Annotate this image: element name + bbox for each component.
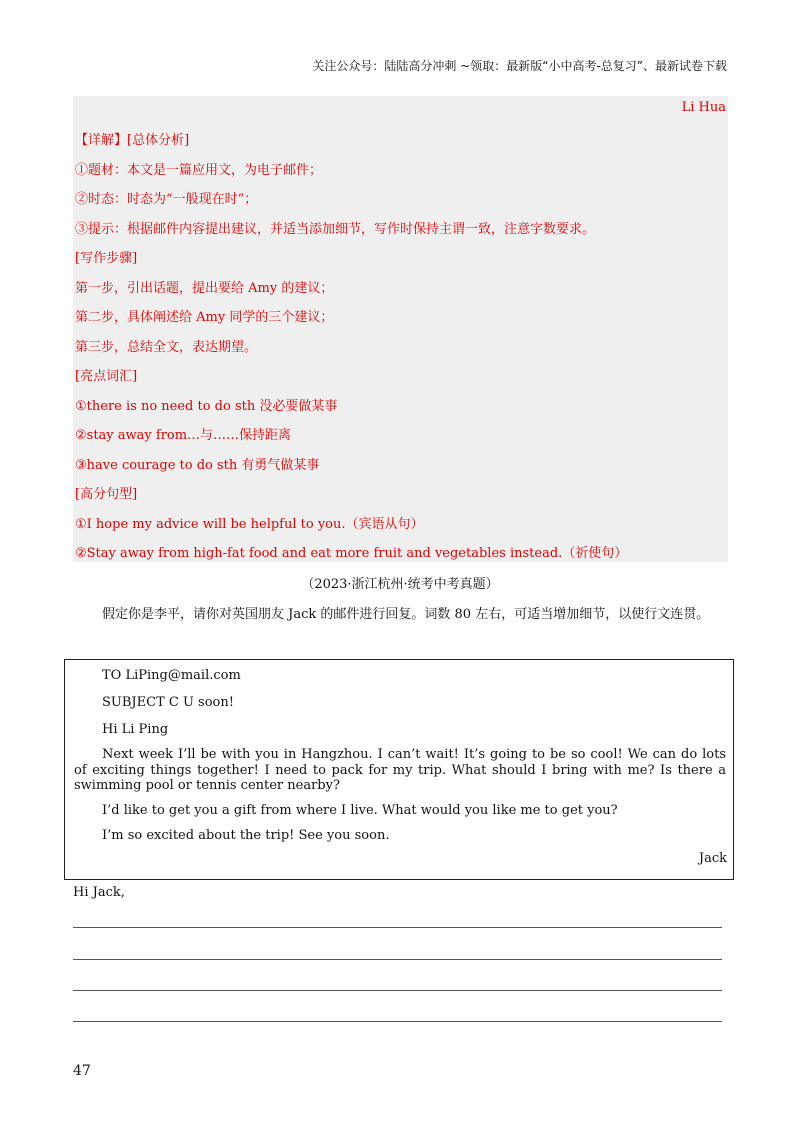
writing-line[interactable] <box>73 959 722 960</box>
writing-line[interactable] <box>73 1021 722 1022</box>
answer-line: ①题材：本文是一篇应用文，为电子邮件； <box>75 163 323 178</box>
answer-line: 【详解】[总体分析] <box>75 133 190 148</box>
email-greeting: Hi Li Ping <box>102 722 169 737</box>
email-signature: Jack <box>698 851 727 866</box>
answer-line: 第二步，具体阐述给 Amy 同学的三个建议； <box>75 310 334 325</box>
answer-line: ②stay away from…与……保持距离 <box>75 428 292 443</box>
reply-greeting: Hi Jack, <box>73 885 125 900</box>
page-number: 47 <box>73 1063 91 1079</box>
email-subject: SUBJECT C U soon! <box>102 695 234 710</box>
answer-explanation-box <box>73 96 728 562</box>
answer-line: ①there is no need to do sth 没必要做某事 <box>75 399 338 414</box>
email-paragraph: I’m so excited about the trip! See you soon. <box>102 828 390 843</box>
answer-line: ②Stay away from high-fat food and eat more fruit and vegetables instead.（祈使句） <box>75 546 628 561</box>
answer-line: ③提示：根据邮件内容提出建议，并适当添加细节，写作时保持主谓一致，注意字数要求。 <box>75 222 596 237</box>
email-paragraph: Next week I’ll be with you in Hangzhou. I can’t wait! It’s going to be so cool! We can do lots of exciting things together! I need to pack for my trip. What should I bring with me? Is there a swimming pool or tennis center nearby? <box>74 747 726 793</box>
email-paragraph: I’d like to get you a gift from where I live. What would you like me to get you? <box>102 803 618 818</box>
answer-line: [写作步骤] <box>75 251 138 266</box>
writing-line[interactable] <box>73 990 722 991</box>
answer-line: ①I hope my advice will be helpful to you.（宾语从句） <box>75 517 424 532</box>
email-to: TO LiPing@mail.com <box>102 668 241 683</box>
answer-line: [高分句型] <box>75 487 138 502</box>
answer-signoff: Li Hua <box>681 100 726 115</box>
answer-line: 第三步，总结全文，表达期望。 <box>75 340 258 355</box>
email-box <box>64 659 734 880</box>
answer-line: 第一步，引出话题，提出要给 Amy 的建议； <box>75 281 334 296</box>
answer-line: ③have courage to do sth 有勇气做某事 <box>75 458 320 473</box>
exam-source: （2023·浙江杭州·统考中考真题） <box>301 577 499 592</box>
answer-line: ②时态：时态为“一般现在时”； <box>75 192 258 207</box>
answer-line: [亮点词汇] <box>75 369 138 384</box>
page-header: 关注公众号：陆陆高分冲刺 ~领取：最新版“小中高考-总复习”、最新试卷下载 <box>312 59 727 73</box>
writing-line[interactable] <box>73 927 722 928</box>
exam-instruction: 假定你是李平，请你对英国朋友 Jack 的邮件进行回复。词数 80 左右，可适当增加细节，以使行文连贯。 <box>102 607 710 622</box>
